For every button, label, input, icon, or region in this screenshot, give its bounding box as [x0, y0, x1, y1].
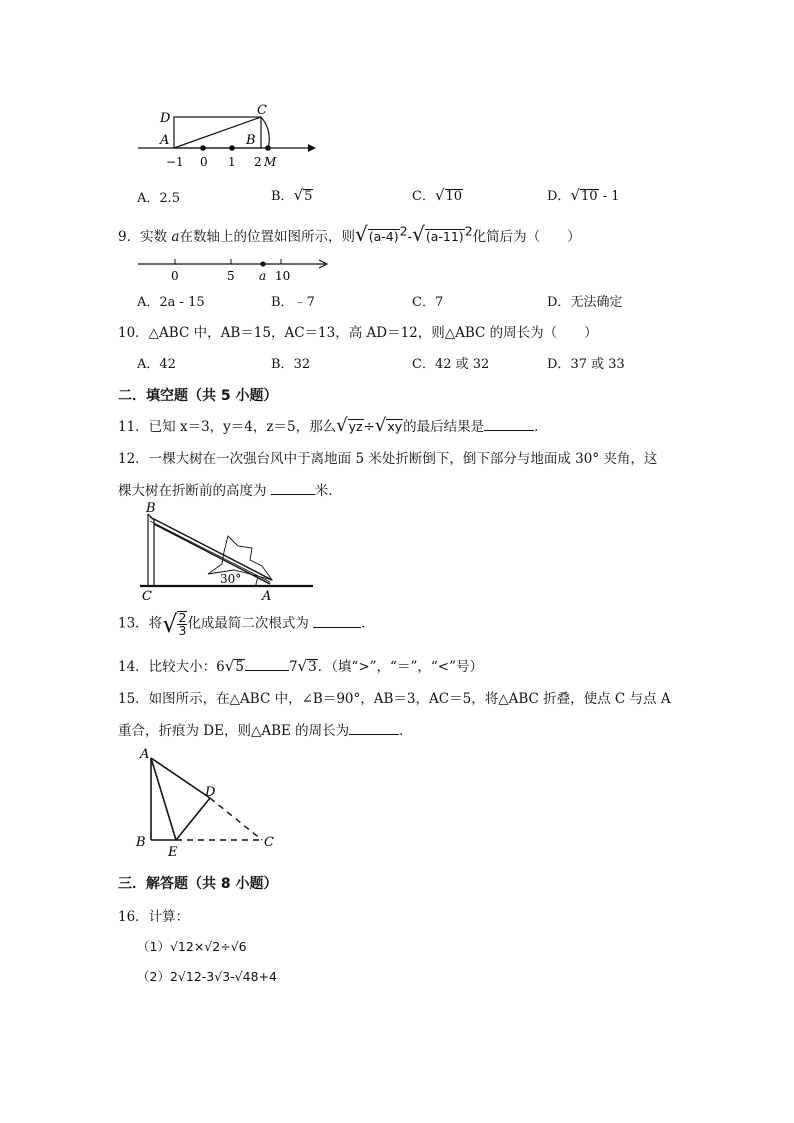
label-a: A: [262, 589, 272, 604]
label-m: M: [264, 155, 277, 169]
q8-option-a: A．2.5: [137, 191, 181, 206]
fallen-trunk-top: [150, 517, 272, 580]
label-e: E: [168, 845, 178, 860]
q8-option-d: D．√10 - 1: [547, 186, 620, 204]
q10-option-d: D．37 或 33: [547, 357, 625, 372]
point-1: [229, 145, 235, 151]
label-a: a: [259, 269, 267, 283]
q15-answer-blank[interactable]: [349, 720, 399, 735]
tick-0: 0: [200, 155, 208, 169]
label-a: A: [160, 133, 170, 148]
q12-figure: [138, 500, 318, 606]
q10-option-b: B．32: [271, 357, 311, 372]
tick-1: 1: [228, 155, 236, 169]
q8-figure: [130, 100, 330, 172]
point-0: [200, 145, 206, 151]
side-ad: [151, 758, 210, 798]
label-b: B: [136, 835, 146, 850]
q12-line1: 12．一棵大树在一次强台风中于离地面 5 米处折断倒下，倒下部分与地面成 30° 夹角，这: [118, 451, 658, 467]
q11-answer-blank[interactable]: [484, 416, 534, 431]
label-c: C: [257, 103, 267, 118]
q13-answer-blank[interactable]: [313, 613, 361, 628]
q10-option-c: C．42 或 32: [412, 357, 490, 372]
tick-neg1: −1: [166, 155, 184, 169]
q11-stem: 11．已知 x＝3，y＝4，z＝5，那么√yz÷√xy的最后结果是 ．: [118, 415, 548, 436]
q16-part-1: （1）√12×√2÷√6: [137, 939, 247, 954]
q10-stem: 10．△ABC 中，AB＝15，AC＝13，高 AD＝12，则△ABC 的周长为（ ）: [118, 325, 598, 341]
point-m: [265, 145, 271, 151]
label-c: C: [264, 835, 274, 850]
q13-stem: 13．将√ $\frac{2}{3}$ 化成最简二次根式为 ．: [118, 609, 375, 638]
side-dc-dashed: [210, 798, 262, 840]
label-d: D: [160, 111, 171, 126]
point-a: [260, 261, 265, 266]
q9-stem: 9．实数 a在数轴上的位置如图所示，则$√(a-4)^2-√(a-11)^2$化简后为（ ）: [118, 222, 581, 246]
q14-stem: 14．比较大小：6√5 7√3．（填“>”，“＝”，“<”号）: [118, 657, 483, 675]
q8-option-c: C．√10: [412, 186, 463, 204]
segment-ae: [151, 758, 176, 840]
q9-figure: [135, 256, 335, 284]
q9-option-b: B．﹣7: [271, 295, 315, 310]
label-a: A: [140, 747, 150, 762]
tick-10: 10: [275, 269, 291, 283]
section-2-heading: 二．填空题（共 5 小题）: [118, 388, 278, 404]
q15-line1: 15．如图所示，在△ABC 中，∠B＝90°，AB＝3，AC＝5，将△ABC 折叠，使点 C 与点 A: [118, 691, 671, 707]
fold-de: [176, 798, 210, 840]
tick-5: 5: [227, 269, 235, 283]
label-b: B: [246, 133, 256, 148]
q10-option-a: A．42: [137, 357, 176, 372]
q8-option-b: B．√5: [271, 186, 313, 204]
q9-option-d: D．无法确定: [547, 295, 623, 310]
q16-part-2: （2）2√12-3√3-√48+4: [137, 969, 277, 984]
q12-answer-blank[interactable]: [271, 480, 315, 495]
label-d: D: [205, 785, 216, 800]
q9-option-c: C．7: [412, 295, 444, 310]
label-b: B: [146, 501, 156, 516]
q16-title: 16．计算：: [118, 909, 190, 925]
section-3-heading: 三．解答题（共 8 小题）: [118, 876, 278, 892]
tick-2: 2: [254, 155, 262, 169]
angle-arc: [256, 578, 258, 586]
axis-arrow: [308, 144, 316, 152]
q12-line2: 棵大树在折断前的高度为 米．: [118, 479, 342, 499]
q9-option-a: A．2a - 15: [137, 295, 205, 310]
tick-0: 0: [171, 269, 179, 283]
q15-line2: 重合，折痕为 DE，则△ABE 的周长为 ．: [118, 719, 413, 739]
label-c: C: [142, 589, 152, 604]
angle-label: 30°: [220, 572, 242, 586]
arc-cm: [261, 117, 269, 148]
q14-answer-blank[interactable]: [245, 656, 289, 671]
q15-figure: [132, 742, 282, 860]
